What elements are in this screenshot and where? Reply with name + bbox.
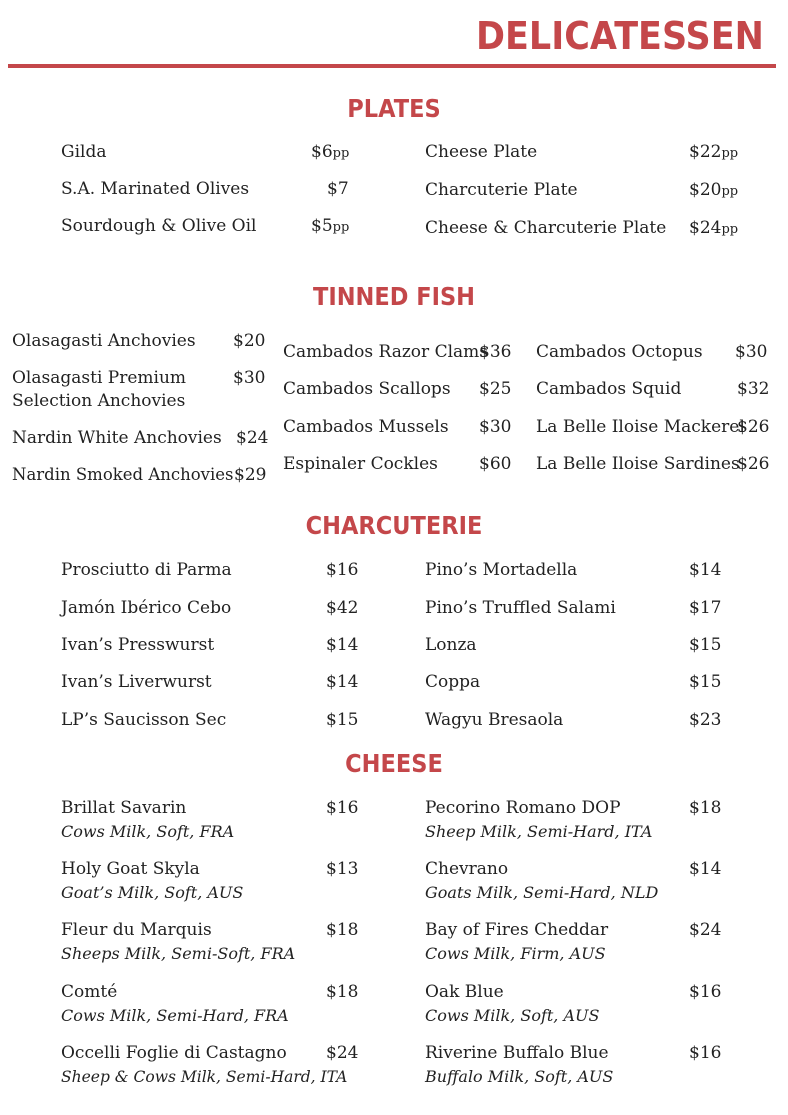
item-price: $18 [326,982,359,1002]
menu-item: Nardin Smoked Anchovies [12,465,234,484]
plates-heading: PLATES [347,94,441,123]
item-price: $15 [689,635,722,655]
item-price: $14 [689,560,722,580]
menu-item: Espinaler Cockles [283,454,438,474]
item-description: Goat’s Milk, Soft, AUS [61,883,244,902]
menu-item: Olasagasti Premium [12,368,187,388]
menu-item: Cheese & Charcuterie Plate [425,218,667,238]
item-price: $60 [479,454,512,474]
menu-item: Bay of Fires Cheddar [425,920,609,940]
item-price: $5pp [311,216,350,236]
menu-item: La Belle Iloise Mackerel [536,417,745,437]
item-price: $14 [689,859,722,879]
menu-item: Cheese Plate [425,142,538,162]
menu-item: Sourdough & Olive Oil [61,216,257,236]
menu-item: Fleur du Marquis [61,920,212,940]
item-description: Cows Milk, Soft, AUS [425,1006,600,1025]
item-description: Sheep Milk, Semi-Hard, ITA [425,822,653,841]
menu-item: Lonza [425,635,477,655]
item-price: $30 [735,342,768,362]
menu-item: S.A. Marinated Olives [61,179,250,199]
item-price: $15 [689,672,722,692]
item-description: Goats Milk, Semi-Hard, NLD [425,883,659,902]
menu-item: Wagyu Bresaola [425,710,564,730]
item-description: Sheeps Milk, Semi-Soft, FRA [61,944,296,963]
item-price: $42 [326,598,359,618]
cheese-heading: CHEESE [345,749,443,778]
item-description: Cows Milk, Semi-Hard, FRA [61,1006,289,1025]
item-price: $24 [326,1043,359,1063]
item-price: $24 [236,428,269,448]
item-price: $20 [233,331,266,351]
page-title: DELICATESSEN [476,14,764,58]
tinned-fish-heading: TINNED FISH [312,282,476,311]
menu-item: Cambados Octopus [536,342,703,362]
menu-item: Chevrano [425,859,509,879]
menu-item: Oak Blue [425,982,504,1002]
title-divider [8,64,776,68]
item-price: $20pp [689,180,739,200]
item-price: $14 [326,672,359,692]
item-price: $23 [689,710,722,730]
item-price: $22pp [689,142,739,162]
menu-item: Pino’s Mortadella [425,560,578,580]
menu-item: Pecorino Romano DOP [425,798,621,818]
menu-item: Coppa [425,672,481,692]
menu-item: Cambados Mussels [283,417,449,437]
item-description: Cows Milk, Soft, FRA [61,822,235,841]
item-price: $29 [234,465,267,485]
item-price: $14 [326,635,359,655]
item-price: $32 [737,379,770,399]
item-price: $36 [479,342,512,362]
menu-item: Ivan’s Presswurst [61,635,215,655]
menu-item: Occelli Foglie di Castagno [61,1043,287,1063]
item-description: Buffalo Milk, Soft, AUS [425,1067,614,1086]
item-description: Cows Milk, Firm, AUS [425,944,606,963]
menu-item: Charcuterie Plate [425,180,578,200]
item-price: $26 [737,417,770,437]
item-price: $6pp [311,142,350,162]
item-price: $30 [479,417,512,437]
item-price: $25 [479,379,512,399]
menu-item: Nardin White Anchovies [12,428,222,448]
menu-item: Pino’s Truffled Salami [425,598,616,618]
menu-item: Cambados Squid [536,379,682,399]
menu-item: Brillat Savarin [61,798,187,818]
item-price: $24pp [689,218,739,238]
item-price: $16 [689,1043,722,1063]
menu-item: LP’s Saucisson Sec [61,710,227,730]
item-price: $7 [327,179,349,199]
item-price: $24 [689,920,722,940]
menu-item: Comté [61,982,118,1002]
menu-item: La Belle Iloise Sardines [536,454,740,474]
menu-item: Ivan’s Liverwurst [61,672,212,692]
menu-item: Gilda [61,142,107,162]
item-description: Sheep & Cows Milk, Semi-Hard, ITA [61,1068,348,1086]
item-price: $16 [689,982,722,1002]
item-price: $13 [326,859,359,879]
menu-item: Riverine Buffalo Blue [425,1043,609,1063]
menu-item: Olasagasti Anchovies [12,331,196,351]
menu-item: Jamón Ibérico Cebo [61,598,232,618]
item-price: $16 [326,798,359,818]
menu-item: Prosciutto di Parma [61,560,232,580]
menu-item: Cambados Scallops [283,379,451,399]
charcuterie-heading: CHARCUTERIE [305,511,483,540]
item-price: $16 [326,560,359,580]
item-price: $18 [689,798,722,818]
item-price: $18 [326,920,359,940]
item-price: $26 [737,454,770,474]
item-price: $17 [689,598,722,618]
item-price: $30 [233,368,266,388]
menu-item-line2: Selection Anchovies [12,391,186,411]
menu-item: Holy Goat Skyla [61,859,200,879]
item-price: $15 [326,710,359,730]
menu-item: Cambados Razor Clams [283,342,488,362]
